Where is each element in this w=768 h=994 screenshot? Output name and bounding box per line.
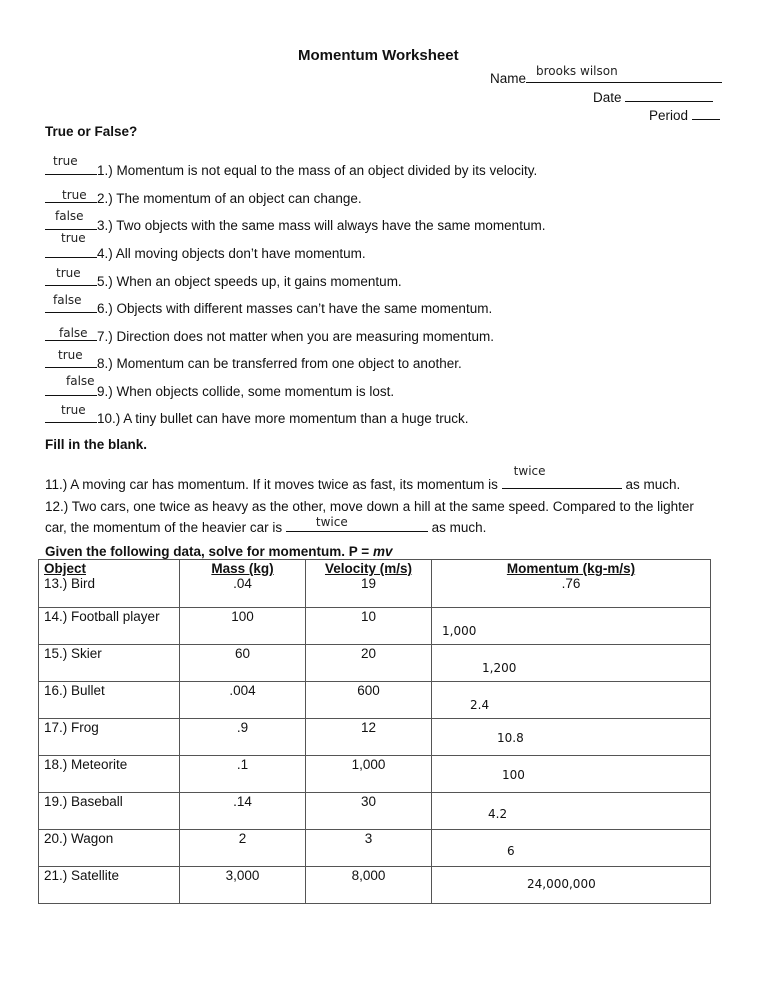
tf-item: [45, 209, 546, 233]
period-field: [649, 105, 720, 123]
tf-number: 5.): [97, 274, 113, 289]
momentum-answer: 4.2: [488, 807, 508, 821]
tf-statement: When objects collide, some momentum is lost.: [116, 384, 395, 399]
velocity-cell-value: 10: [360, 609, 377, 624]
tf-answer: true: [61, 231, 86, 245]
tf-answer-blank[interactable]: [45, 293, 97, 313]
tf-answer: true: [62, 188, 87, 202]
tf-statement: When an object speeds up, it gains momentum.: [116, 274, 402, 289]
object-cell: [39, 793, 180, 830]
velocity-cell-value: 1,000: [351, 757, 386, 772]
object-cell-value: 19.) Baseball: [44, 794, 123, 809]
tf-number: 10.): [97, 411, 121, 426]
name-label: Name: [490, 71, 527, 86]
tf-answer: true: [61, 403, 86, 417]
momentum-cell[interactable]: [432, 560, 711, 608]
object-cell: [39, 719, 180, 756]
momentum-cell[interactable]: [432, 830, 711, 867]
tf-number: 2.): [97, 191, 113, 206]
tf-item: [45, 293, 493, 316]
tf-statement: Momentum can be transferred from one object to another.: [116, 356, 462, 371]
object-cell: [39, 560, 180, 608]
date-label: Date: [593, 90, 622, 105]
name-value: brooks wilson: [536, 64, 618, 78]
mass-cell-value: 100: [231, 609, 254, 624]
table-row: [39, 560, 711, 608]
mass-cell-value: 60: [234, 646, 251, 661]
q12-text: car, the momentum of the heavier car is: [45, 520, 283, 535]
table-heading-formula: mv: [372, 544, 393, 559]
velocity-cell-value: 12: [360, 720, 377, 735]
mass-cell: [180, 645, 306, 682]
mass-cell: [180, 867, 306, 904]
velocity-cell-value: 20: [360, 646, 377, 661]
mass-cell-value: .004: [229, 683, 256, 698]
table-row: [39, 756, 711, 793]
mass-cell: [180, 719, 306, 756]
tf-statement: Direction does not matter when you are measuring momentum.: [116, 329, 494, 344]
mass-cell: [180, 756, 306, 793]
tf-statement: A tiny bullet can have more momentum than a huge truck.: [123, 411, 469, 426]
date-field: [593, 87, 713, 105]
object-cell-value: 20.) Wagon: [44, 831, 114, 846]
tf-answer-blank[interactable]: [45, 374, 97, 396]
object-cell: [39, 830, 180, 867]
mass-cell-value: .9: [236, 720, 249, 735]
period-blank[interactable]: [692, 105, 720, 120]
momentum-answer: 24,000,000: [527, 877, 596, 891]
momentum-cell[interactable]: [432, 645, 711, 682]
tf-answer-blank[interactable]: [45, 209, 97, 230]
velocity-cell: [306, 560, 432, 608]
velocity-cell: [306, 682, 432, 719]
tf-answer: false: [66, 374, 95, 388]
tf-answer: false: [53, 293, 82, 307]
date-blank[interactable]: [625, 87, 713, 102]
object-cell: [39, 756, 180, 793]
mass-cell: [180, 608, 306, 645]
question-12-line1: 12.) Two cars, one twice as heavy as the other, move down a hill at the same speed. Compared to the lighter: [45, 499, 694, 514]
tf-answer: false: [55, 209, 84, 223]
q12-post: as much.: [431, 520, 487, 535]
tf-number: 1.): [97, 163, 113, 178]
tf-answer: false: [59, 326, 88, 340]
momentum-cell[interactable]: [432, 682, 711, 719]
mass-cell: [180, 830, 306, 867]
object-cell-value: 15.) Skier: [44, 646, 102, 661]
momentum-cell[interactable]: [432, 608, 711, 645]
tf-answer-blank[interactable]: [45, 188, 97, 203]
worksheet-title: Momentum Worksheet: [298, 47, 459, 64]
momentum-answer: 6: [507, 844, 515, 858]
object-cell: [39, 682, 180, 719]
table-row: [39, 793, 711, 830]
tf-answer: true: [58, 348, 83, 362]
tf-answer-blank[interactable]: [45, 326, 97, 341]
momentum-cell[interactable]: [432, 719, 711, 756]
mass-cell-value: .1: [236, 757, 249, 772]
object-cell: [39, 645, 180, 682]
tf-number: 9.): [97, 384, 113, 399]
momentum-answer: 1,000: [442, 624, 477, 638]
object-cell-value: 18.) Meteorite: [44, 757, 128, 772]
q11-post: as much.: [625, 477, 681, 492]
table-row: [39, 645, 711, 682]
tf-statement: Objects with different masses can’t have the same momentum.: [116, 301, 493, 316]
column-header: Velocity (m/s): [324, 561, 413, 576]
velocity-cell: [306, 793, 432, 830]
question-12-line2: [45, 517, 486, 535]
column-header: Mass (kg): [211, 561, 274, 576]
tf-item: [45, 266, 402, 289]
velocity-cell: [306, 867, 432, 904]
object-cell-value: 13.) Bird: [44, 576, 96, 591]
q12-blank[interactable]: [286, 517, 428, 532]
velocity-cell: [306, 756, 432, 793]
q12-answer: twice: [315, 515, 348, 529]
table-heading: [45, 544, 392, 559]
table-row: [39, 682, 711, 719]
object-cell-value: 21.) Satellite: [44, 868, 120, 883]
tf-statement: Two objects with the same mass will always have the same momentum.: [116, 218, 546, 233]
momentum-answer: 1,200: [482, 661, 517, 675]
period-label: Period: [649, 108, 689, 123]
mass-cell-value: .04: [233, 576, 252, 591]
table-row: [39, 719, 711, 756]
tf-number: 4.): [97, 246, 113, 261]
tf-number: 7.): [97, 329, 113, 344]
momentum-cell[interactable]: [432, 756, 711, 793]
velocity-cell-value: 8,000: [351, 868, 386, 883]
velocity-cell: [306, 830, 432, 867]
q11-answer: twice: [513, 464, 546, 478]
momentum-answer: 10.8: [497, 731, 524, 745]
velocity-cell-value: 3: [364, 831, 373, 846]
momentum-table: [38, 559, 711, 904]
tf-answer: true: [56, 266, 81, 280]
velocity-cell-value: 19: [360, 576, 377, 591]
tf-item: [45, 188, 362, 206]
column-header: Object: [44, 561, 87, 576]
tf-statement: Momentum is not equal to the mass of an object divided by its velocity.: [116, 163, 538, 178]
mass-cell-value: 2: [238, 831, 247, 846]
object-cell-value: 17.) Frog: [44, 720, 99, 735]
tf-number: 8.): [97, 356, 113, 371]
q11-blank[interactable]: [502, 464, 622, 489]
tf-number: 6.): [97, 301, 113, 316]
object-cell: [39, 608, 180, 645]
object-cell-value: 14.) Football player: [44, 609, 160, 624]
tf-item: [45, 403, 469, 426]
tf-answer-blank[interactable]: [45, 154, 97, 175]
column-header: Momentum (kg-m/s): [506, 561, 636, 576]
q11-text: 11.) A moving car has momentum. If it moves twice as fast, its momentum is: [45, 477, 498, 492]
tf-statement: The momentum of an object can change.: [116, 191, 362, 206]
tf-answer-blank[interactable]: [45, 266, 97, 286]
mass-cell: [180, 560, 306, 608]
tf-number: 3.): [97, 218, 113, 233]
tf-heading: True or False?: [45, 124, 138, 139]
name-field: [490, 64, 722, 86]
name-blank[interactable]: [526, 64, 722, 83]
mass-cell-value: .14: [233, 794, 252, 809]
momentum-cell[interactable]: [432, 793, 711, 830]
table-heading-text: Given the following data, solve for momentum. P =: [45, 544, 373, 559]
mass-cell: [180, 793, 306, 830]
table-row: [39, 830, 711, 867]
tf-item: [45, 374, 395, 399]
momentum-answer: 2.4: [470, 698, 490, 712]
object-cell-value: 16.) Bullet: [44, 683, 105, 698]
tf-item: [45, 154, 538, 178]
velocity-cell-value: 30: [360, 794, 377, 809]
tf-item: [45, 231, 366, 261]
tf-item: [45, 348, 462, 371]
tf-answer-blank[interactable]: [45, 403, 97, 423]
velocity-cell: [306, 645, 432, 682]
tf-answer-blank[interactable]: [45, 231, 97, 258]
tf-item: [45, 326, 494, 344]
tf-answer: true: [53, 154, 78, 168]
question-11: [45, 464, 681, 492]
table-row: [39, 608, 711, 645]
table-row: [39, 867, 711, 904]
momentum-cell[interactable]: [432, 867, 711, 904]
fill-heading: Fill in the blank.: [45, 437, 148, 452]
mass-cell-value: 3,000: [225, 868, 260, 883]
velocity-cell: [306, 608, 432, 645]
tf-statement: All moving objects don’t have momentum.: [115, 246, 366, 261]
tf-answer-blank[interactable]: [45, 348, 97, 368]
mass-cell: [180, 682, 306, 719]
object-cell: [39, 867, 180, 904]
momentum-answer: 100: [502, 768, 525, 782]
momentum-answer: .76: [561, 576, 581, 591]
velocity-cell-value: 600: [357, 683, 380, 698]
velocity-cell: [306, 719, 432, 756]
